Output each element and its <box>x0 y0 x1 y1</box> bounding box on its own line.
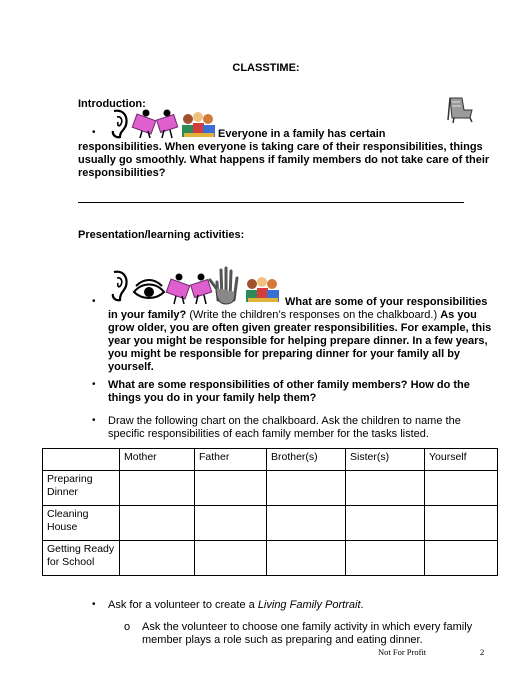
bullet-three-line: Draw the following chart on the chalkboard. Ask the children to name the <box>108 415 461 427</box>
children-group-icon <box>246 277 279 302</box>
table-cell <box>120 541 195 576</box>
responsibilities-table <box>42 448 498 576</box>
table-header-row <box>43 449 498 471</box>
bullet-two-line: things you do in your family help them? <box>108 392 317 404</box>
activity-text: . <box>360 599 364 611</box>
ear-icon <box>113 272 127 301</box>
bullet-marker: • <box>92 296 96 307</box>
row-label-cell <box>43 506 120 541</box>
book-icon <box>191 274 212 305</box>
chair-icon <box>444 94 476 124</box>
row-label-line: Preparing <box>47 473 93 485</box>
table-cell <box>195 506 267 541</box>
table-row <box>43 471 498 506</box>
table-cell <box>120 506 195 541</box>
activity-text: Ask for a volunteer to create a <box>108 599 258 611</box>
table-header-cell: Sister(s) <box>346 449 425 471</box>
presentation-icon-strip <box>104 264 284 306</box>
activity-bullet-line <box>108 599 364 613</box>
table-cell <box>267 506 346 541</box>
sub-bullet-line: Ask the volunteer to choose one family activity in which every family <box>142 621 473 633</box>
table-cell <box>120 471 195 506</box>
intro-paragraph-line: responsibilities. When everyone is taking care of their responsibilities, things <box>78 141 483 153</box>
table-cell <box>346 471 425 506</box>
bullet-marker: • <box>92 379 96 390</box>
table-row <box>43 506 498 541</box>
row-label-cell <box>43 471 120 506</box>
book-icon <box>166 274 190 305</box>
table-cell <box>267 541 346 576</box>
table-row <box>43 541 498 576</box>
divider-line <box>78 202 464 203</box>
bullet-one-line: you might be responsible for preparing dinner for your family all by <box>108 348 461 360</box>
table-cell <box>425 541 498 576</box>
bullet-three-line: specific responsibilities of each family member for the tasks listed. <box>108 428 429 440</box>
hand-icon <box>210 268 237 304</box>
bullet-one-line: yourself. <box>108 361 154 373</box>
table-cell <box>267 471 346 506</box>
introduction-heading: Introduction: <box>78 98 146 110</box>
footer-note: Not For Profit <box>378 647 427 657</box>
page-number: 2 <box>480 647 485 657</box>
table-header-cell: Mother <box>120 449 195 471</box>
row-label-line: House <box>47 520 78 533</box>
intro-icon-strip <box>104 107 218 139</box>
table-header-cell: Brother(s) <box>267 449 346 471</box>
bullet-one-line <box>108 309 477 323</box>
table-cell <box>346 541 425 576</box>
activity-emphasis: Living Family Portrait <box>257 599 361 611</box>
ear-icon <box>113 111 127 138</box>
bullet-one-bold-text: As you <box>440 309 477 321</box>
table-cell <box>195 471 267 506</box>
intro-paragraph-line: responsibilities? <box>78 167 166 179</box>
table-cell <box>195 541 267 576</box>
table-header-cell: Yourself <box>425 449 498 471</box>
intro-paragraph-line: Everyone in a family has certain <box>218 128 386 140</box>
bullet-one-bold-text: in your family? <box>108 309 187 321</box>
table-header-cell: Father <box>195 449 267 471</box>
intro-paragraph-line: usually go smoothly. What happens if family members do not take care of their <box>78 154 490 166</box>
table-cell <box>425 471 498 506</box>
chair-icon-wrap <box>444 94 476 124</box>
bullet-one-line: grow older, you are often given greater responsibilities. For example, this <box>108 322 492 334</box>
table-cell <box>425 506 498 541</box>
bullet-one-line: year you might be responsible for helping prepare dinner. In a few years, <box>108 335 488 347</box>
bullet-marker: • <box>92 415 96 426</box>
row-label-line: Dinner <box>47 485 78 498</box>
page-title: CLASSTIME: <box>232 62 300 74</box>
book-icon <box>132 110 156 139</box>
presentation-heading: Presentation/learning activities: <box>78 229 245 241</box>
sub-bullet-marker: o <box>124 621 131 633</box>
children-group-icon <box>182 112 215 137</box>
bullet-one-line: What are some of your responsibilities <box>285 296 488 308</box>
sub-bullet-line: member plays a role such as preparing and eating dinner. <box>142 634 423 646</box>
bullet-one-note-text: (Write the children’s responses on the chalkboard.) <box>189 309 438 321</box>
table-cell <box>346 506 425 541</box>
row-label-line: Cleaning <box>47 508 89 520</box>
table-header-cell <box>43 449 120 471</box>
bullet-two-line: What are some responsibilities of other family members? How do the <box>108 379 470 391</box>
row-label-line: for School <box>47 555 95 568</box>
bullet-marker: • <box>92 127 96 138</box>
bullet-marker: • <box>92 599 96 610</box>
row-label-line: Getting Ready <box>47 543 115 555</box>
book-icon <box>157 110 178 139</box>
eye-icon <box>134 280 164 298</box>
row-label-cell <box>43 541 120 576</box>
